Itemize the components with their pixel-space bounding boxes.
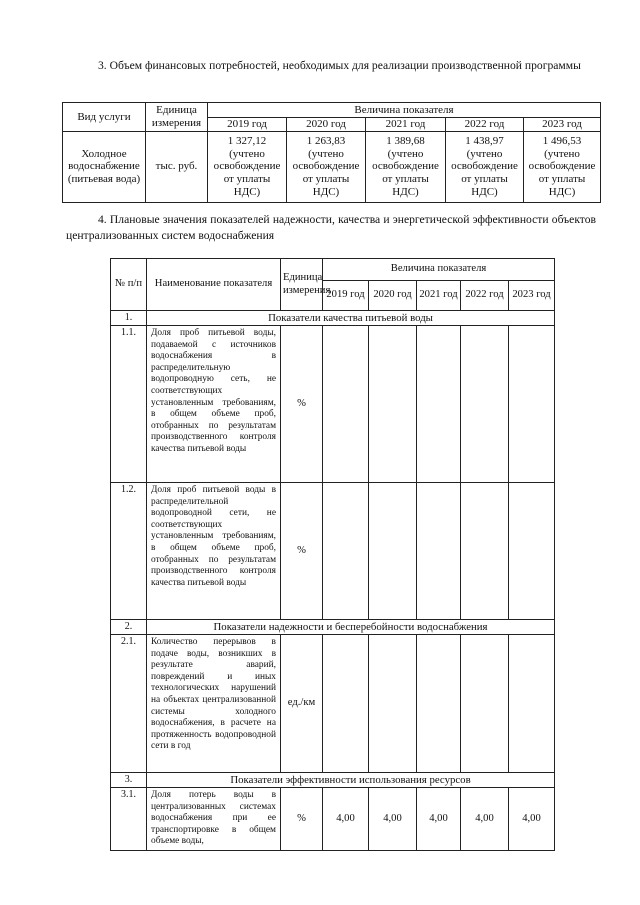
col-header-name: Наименование показателя [147, 259, 281, 311]
table-row [111, 635, 555, 773]
value-cell [461, 635, 509, 773]
financial-needs-table [62, 102, 601, 203]
col-header-value: Величина показателя [323, 259, 555, 281]
value-cell [369, 635, 417, 773]
value-cell [509, 483, 555, 620]
value-cell [417, 635, 461, 773]
row-number: 2.1. [111, 635, 147, 773]
year-header: 2023 год [509, 281, 555, 311]
value-cell: 1 438,97 (учтено освобождение от уплаты НДС) [446, 131, 524, 202]
value-cell: 4,00 [323, 788, 369, 851]
unit-cell: % [281, 483, 323, 620]
year-header: 2022 год [446, 118, 524, 132]
indicator-name: Количество перерывов в подаче воды, возникших в результате аварий, повреждений и иных технологических нарушений на объектах централизованной системы холодного водоснабжения, в расчете на протяженность водопроводной сети в год [147, 635, 281, 773]
section-title: Показатели надежности и бесперебойности водоснабжения [147, 620, 555, 635]
value-cell [509, 326, 555, 483]
section-row [111, 773, 555, 788]
unit-cell: % [281, 326, 323, 483]
value-cell [323, 635, 369, 773]
col-header-value: Величина показателя [208, 103, 601, 118]
service-cell: Холодное водоснабжение (питьевая вода) [63, 131, 146, 202]
col-header-unit: Единица измерения [281, 259, 323, 311]
table-row [111, 483, 555, 620]
year-header: 2023 год [524, 118, 601, 132]
value-cell: 4,00 [461, 788, 509, 851]
table-row [111, 788, 555, 851]
value-cell [461, 483, 509, 620]
row-number: 1.2. [111, 483, 147, 620]
indicator-name: Доля проб питьевой воды, подаваемой с источников водоснабжения в распределительную водопроводную сеть, не соответствующих установленным требованиям, в общем объеме проб, отобранных по результатам производственного контроля качества питьевой воды [147, 326, 281, 483]
section-row [111, 620, 555, 635]
value-cell: 1 327,12 (учтено освобождение от уплаты НДС) [208, 131, 287, 202]
section3-heading: 3. Объем финансовых потребностей, необходимых для реализации производственной программы [98, 59, 581, 72]
value-cell: 1 496,53 (учтено освобождение от уплаты НДС) [524, 131, 601, 202]
value-cell [509, 635, 555, 773]
value-cell: 4,00 [369, 788, 417, 851]
value-cell: 1 389,68 (учтено освобождение от уплаты НДС) [366, 131, 446, 202]
value-cell [369, 483, 417, 620]
unit-cell: % [281, 788, 323, 851]
year-header: 2022 год [461, 281, 509, 311]
section-title: Показатели эффективности использования ресурсов [147, 773, 555, 788]
col-header-num: № п/п [111, 259, 147, 311]
value-cell [323, 326, 369, 483]
col-header-service: Вид услуги [63, 103, 146, 132]
value-cell: 4,00 [417, 788, 461, 851]
value-cell [323, 483, 369, 620]
section4-heading: 4. Плановые значения показателей надежности, качества и энергетической эффективности объектов централизованных систем водоснабжения [66, 213, 596, 242]
indicator-name: Доля проб питьевой воды в распределительной водопроводной сети, не соответствующих установленным требованиям, в общем объеме проб, отобранных по результатам производственного контроля качества питьевой воды [147, 483, 281, 620]
value-cell: 1 263,83 (учтено освобождение от уплаты НДС) [287, 131, 366, 202]
value-cell [417, 326, 461, 483]
value-cell [417, 483, 461, 620]
year-header: 2020 год [369, 281, 417, 311]
year-header: 2021 год [366, 118, 446, 132]
indicators-table [110, 258, 555, 851]
year-header: 2020 год [287, 118, 366, 132]
row-number: 1.1. [111, 326, 147, 483]
col-header-unit: Единица измерения [146, 103, 208, 132]
section-number: 2. [111, 620, 147, 635]
indicator-name: Доля потерь воды в централизованных системах водоснабжения при ее транспортировке в общем объеме воды, [147, 788, 281, 851]
section-number: 1. [111, 311, 147, 326]
table-row [111, 326, 555, 483]
unit-cell: ед./км [281, 635, 323, 773]
value-cell [461, 326, 509, 483]
value-cell: 4,00 [509, 788, 555, 851]
section-number: 3. [111, 773, 147, 788]
value-cell [369, 326, 417, 483]
table-row [63, 131, 601, 202]
section-row [111, 311, 555, 326]
row-number: 3.1. [111, 788, 147, 851]
year-header: 2019 год [323, 281, 369, 311]
year-header: 2021 год [417, 281, 461, 311]
section-title: Показатели качества питьевой воды [147, 311, 555, 326]
unit-cell: тыс. руб. [146, 131, 208, 202]
year-header: 2019 год [208, 118, 287, 132]
